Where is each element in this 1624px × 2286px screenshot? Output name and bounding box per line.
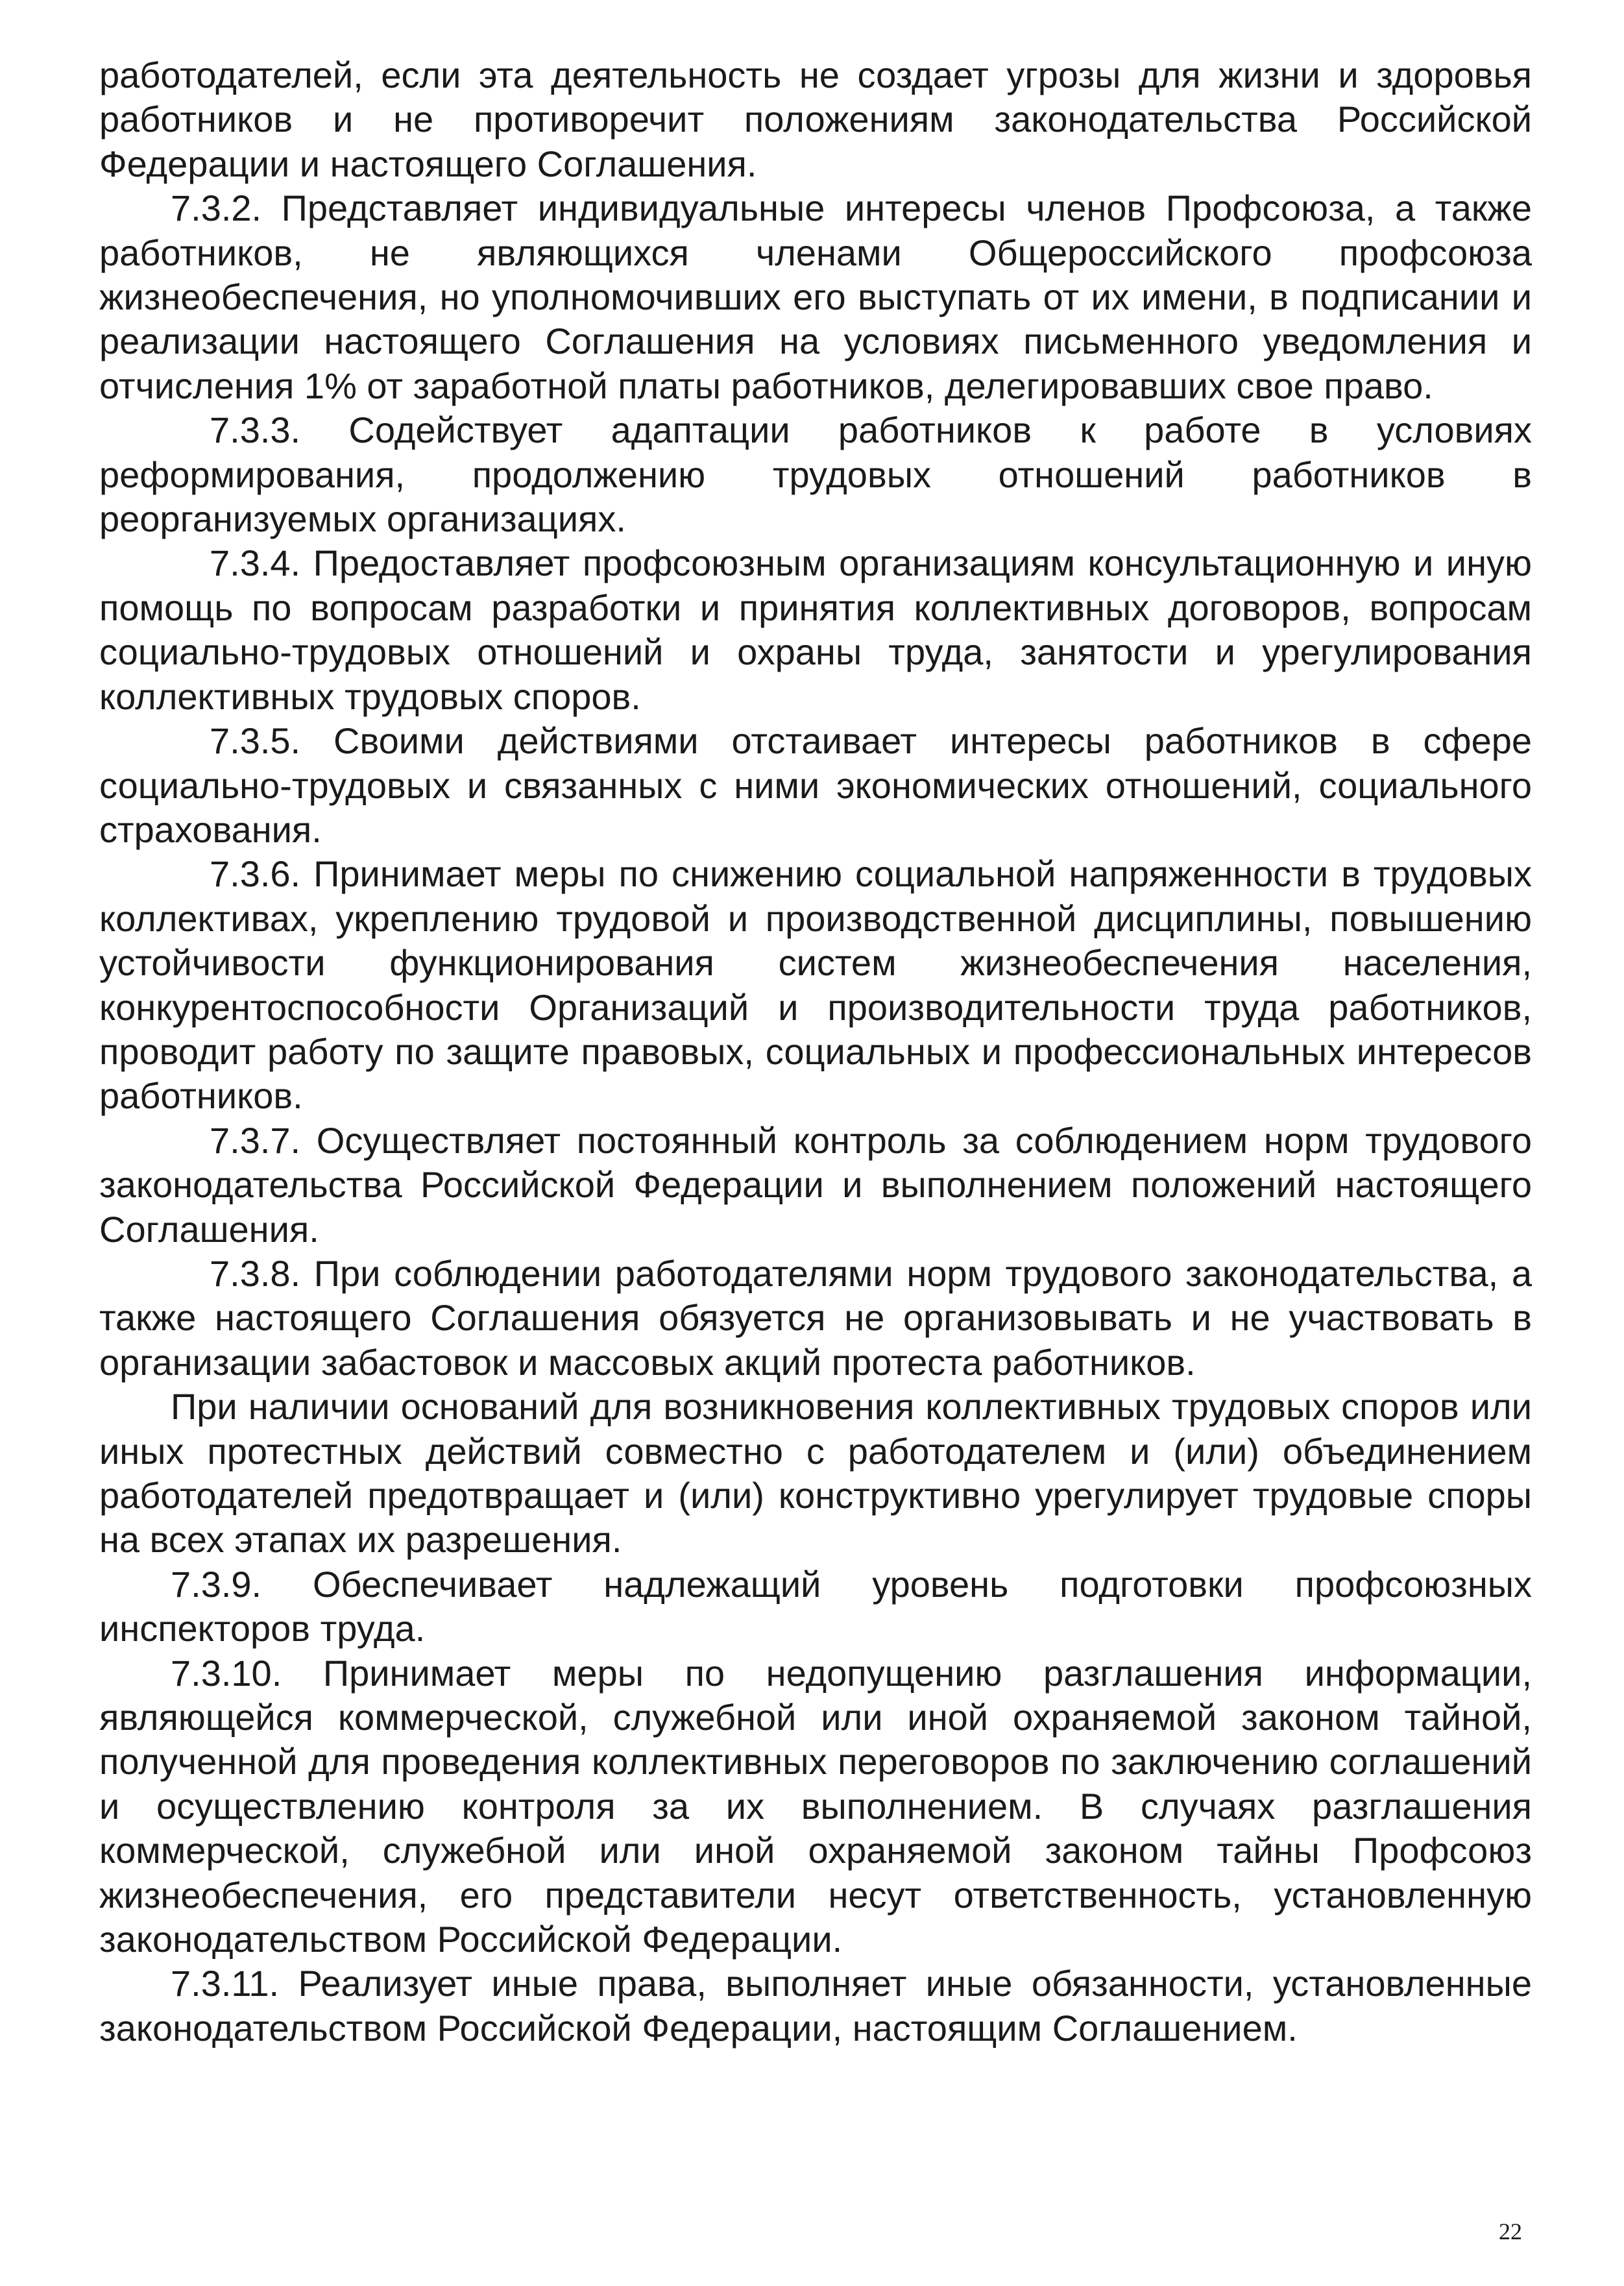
paragraph-7-3-8: 7.3.8. При соблюдении работодателями норм трудового законодательства, а также настоящего Соглашения обязуется не организовывать и не участвовать в организации забастовок и массовых акций протеста работников. [99,1252,1532,1383]
paragraph-7-3-10: 7.3.10. Принимает меры по недопущению разглашения информации, являющейся коммерческой, служебной или иной охраняемой законом тайной, полученной для проведения коллективных переговоров по заключению соглашений и осуществлению контроля за их выполнением. В случаях разглашения коммерческой, служебной или иной охраняемой законом тайны Профсоюз жизнеобеспечения, его представители несут ответственность, установленную законодательством Российской Федерации. [99,1652,1532,1960]
paragraph-7-3-3: 7.3.3. Содействует адаптации работников к работе в условиях реформирования, продолжению трудовых отношений работников в реорганизуемых организациях. [99,409,1532,540]
paragraph-continuation: работодателей, если эта деятельность не создает угрозы для жизни и здоровья работников и не противоречит положениям законодательства Российской Федерации и настоящего Соглашения. [99,55,1532,184]
paragraph-7-3-11: 7.3.11. Реализует иные права, выполняет иные обязанности, установленные законодательством Российской Федерации, настоящим Соглашением. [99,1963,1532,2049]
paragraph-7-3-2: 7.3.2. Представляет индивидуальные интересы членов Профсоюза, а также работников, не являющихся членами Общероссийского профсоюза жизнеобеспечения, но уполномочивших его выступать от их имени, в подписании и реализации настоящего Соглашения на условиях письменного уведомления и отчисления 1% от заработной платы работников, делегировавших свое право. [99,188,1532,406]
paragraph-protest-disputes: При наличии оснований для возникновения коллективных трудовых споров или иных протестных действий совместно с работодателем и (или) объединением работодателей предотвращает и (или) конструктивно урегулирует трудовые споры на всех этапах их разрешения. [99,1386,1532,1561]
paragraph-7-3-7: 7.3.7. Осуществляет постоянный контроль за соблюдением норм трудового законодательства Российской Федерации и выполнением положений настоящего Соглашения. [99,1119,1532,1250]
document-page [99,53,1532,2050]
paragraph-7-3-6: 7.3.6. Принимает меры по снижению социальной напряженности в трудовых коллективах, укреплению трудовой и производственной дисциплины, повышению устойчивости функционирования систем жизнеобеспечения населения, конкурентоспособности Организаций и производительности труда работников, проводит работу по защите правовых, социальных и профессиональных интересов работников. [99,853,1532,1117]
paragraph-7-3-5: 7.3.5. Своими действиями отстаивает интересы работников в сфере социально-трудовых и связанных с ними экономических отношений, социального страхования. [99,720,1532,850]
paragraph-7-3-9: 7.3.9. Обеспечивает надлежащий уровень подготовки профсоюзных инспекторов труда. [99,1563,1532,1649]
paragraph-7-3-4: 7.3.4. Предоставляет профсоюзным организациям консультационную и иную помощь по вопросам разработки и принятия коллективных договоров, вопросам социально-трудовых отношений и охраны труда, занятости и урегулирования коллективных трудовых споров. [99,542,1532,717]
page-number: 22 [1499,2219,1522,2244]
